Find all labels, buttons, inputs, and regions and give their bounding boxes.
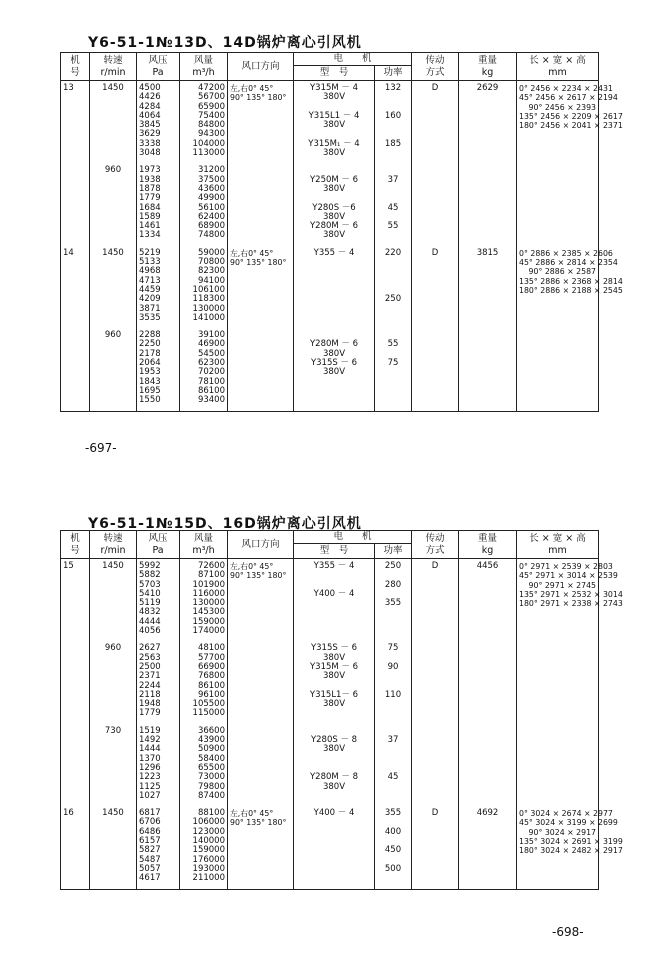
table2-title: Y6-51-1№15D、16D锅炉离心引风机 (88, 516, 362, 532)
page-number: -698- (552, 925, 584, 939)
cell-machine-no (61, 163, 90, 245)
cell-motor-power: 37 45 55 (375, 163, 412, 245)
cell-motor-model: Y315M － 4 380V Y315L1 － 4 380V Y315M₁ － 4 380V (294, 81, 375, 164)
cell-motor-power: 55 75 (375, 328, 412, 411)
hdr-motor-model: 型 号 (294, 544, 375, 559)
hdr-motor: 电 机 (294, 531, 412, 544)
cell-outlet (228, 163, 294, 245)
cell-weight: 4456 (459, 559, 517, 642)
cell-outlet: 左,右0° 45° 90° 135° 180° (228, 246, 294, 328)
table-row (61, 163, 599, 245)
hdr-motor: 电 机 (294, 53, 412, 66)
hdr-machine-no: 机 号 (61, 531, 90, 559)
cell-motor-power: 75 90 110 (375, 641, 412, 723)
cell-speed: 1450 (90, 246, 137, 328)
cell-motor-model: Y280M － 6 380V Y315S － 6 380V (294, 328, 375, 411)
cell-drive: D (412, 81, 459, 164)
cell-weight: 2629 (459, 81, 517, 164)
cell-dims: 0° 2971 × 2539 × 2803 45° 2971 × 3014 × 2539 90° 2971 × 2745 135° 2971 × 2532 × 3014 180° 2971 × 2338 × 2743 (517, 559, 599, 642)
hdr-weight: 重量 kg (459, 53, 517, 81)
cell-weight: 4692 (459, 806, 517, 889)
cell-pressure: 5992 5882 5703 5410 5119 4832 4444 4056 (137, 559, 180, 642)
table1-title: Y6-51-1№13D、14D锅炉离心引风机 (88, 35, 362, 51)
cell-machine-no: 14 (61, 246, 90, 328)
cell-dims: 0° 2886 × 2385 × 2606 45° 2886 × 2814 × 2354 90° 2886 × 2587 135° 2886 × 2368 × 2814 180° 2886 × 2188 × 2545 (517, 246, 599, 328)
cell-flow: 39100 46900 54500 62300 70200 78100 86100 93400 (180, 328, 228, 411)
hdr-flow: 风量 m³/h (180, 531, 228, 559)
cell-flow: 72600 87100 101900 116000 130000 145300 159000 174000 (180, 559, 228, 642)
cell-pressure: 1973 1938 1878 1779 1684 1589 1461 1334 (137, 163, 180, 245)
cell-flow: 36600 43900 50900 58400 65500 73000 79800 87400 (180, 724, 228, 806)
cell-speed: 960 (90, 328, 137, 411)
cell-flow: 47200 56700 65900 75400 84800 94300 104000 113000 (180, 81, 228, 164)
hdr-speed: 转速 r/min (90, 53, 137, 81)
hdr-motor-model: 型 号 (294, 66, 375, 81)
cell-dims: 0° 3024 × 2674 × 2977 45° 3024 × 3199 × 2699 90° 3024 × 2917 135° 3024 × 2691 × 3199 180° 3024 × 2482 × 2917 (517, 806, 599, 889)
cell-motor-model: Y280S － 8 380V Y280M － 8 380V (294, 724, 375, 806)
cell-flow: 48100 57700 66900 76800 86100 96100 105500 115000 (180, 641, 228, 723)
cell-motor-power: 250 280 355 (375, 559, 412, 642)
cell-drive (412, 641, 459, 723)
cell-dims: 0° 2456 × 2234 × 2431 45° 2456 × 2617 × 2194 90° 2456 × 2393 135° 2456 × 2209 × 2617 180° 2456 × 2041 × 2371 (517, 81, 599, 164)
cell-motor-power: 37 45 (375, 724, 412, 806)
hdr-pressure: 风压 Pa (137, 531, 180, 559)
cell-flow: 31200 37500 43600 49900 56100 62400 68900 74800 (180, 163, 228, 245)
hdr-dims: 长 × 宽 × 高 mm (517, 531, 599, 559)
hdr-flow: 风量 m³/h (180, 53, 228, 81)
cell-pressure: 2627 2563 2500 2371 2244 2118 1948 1779 (137, 641, 180, 723)
cell-pressure: 2288 2250 2178 2064 1953 1843 1695 1550 (137, 328, 180, 411)
table1-spec-table (60, 52, 623, 412)
cell-drive (412, 328, 459, 411)
cell-weight (459, 724, 517, 806)
cell-speed: 1450 (90, 81, 137, 164)
hdr-drive: 传动 方式 (412, 531, 459, 559)
cell-motor-power: 355 400 450 500 (375, 806, 412, 889)
cell-dims (517, 163, 599, 245)
cell-machine-no (61, 641, 90, 723)
hdr-motor-power: 功率 (375, 544, 412, 559)
cell-weight (459, 328, 517, 411)
cell-motor-power: 132 160 185 (375, 81, 412, 164)
cell-pressure: 4500 4426 4284 4064 3845 3629 3338 3048 (137, 81, 180, 164)
table-row (61, 641, 599, 723)
cell-motor-model: Y250M － 6 380V Y280S －6 380V Y280M － 6 380V (294, 163, 375, 245)
table-row (61, 559, 599, 642)
cell-outlet: 左,右0° 45° 90° 135° 180° (228, 81, 294, 164)
cell-motor-power: 220 250 (375, 246, 412, 328)
cell-machine-no (61, 328, 90, 411)
cell-dims (517, 724, 599, 806)
cell-pressure: 1519 1492 1444 1370 1296 1223 1125 1027 (137, 724, 180, 806)
cell-outlet: 左,右0° 45° 90° 135° 180° (228, 559, 294, 642)
cell-machine-no: 15 (61, 559, 90, 642)
cell-speed: 730 (90, 724, 137, 806)
cell-outlet (228, 724, 294, 806)
cell-drive (412, 724, 459, 806)
cell-dims (517, 328, 599, 411)
page-number: -697- (85, 441, 117, 455)
cell-machine-no (61, 724, 90, 806)
table-row (61, 328, 599, 411)
table2-spec-table (60, 530, 623, 890)
cell-weight (459, 641, 517, 723)
cell-outlet (228, 641, 294, 723)
cell-drive: D (412, 806, 459, 889)
cell-weight: 3815 (459, 246, 517, 328)
hdr-machine-no: 机 号 (61, 53, 90, 81)
hdr-outlet: 风口方向 (228, 53, 294, 81)
cell-weight (459, 163, 517, 245)
hdr-motor-power: 功率 (375, 66, 412, 81)
table-row (61, 246, 599, 328)
cell-motor-model: Y355 － 4 Y400 － 4 (294, 559, 375, 642)
cell-motor-model: Y400 － 4 (294, 806, 375, 889)
cell-drive: D (412, 559, 459, 642)
cell-motor-model: Y355 － 4 (294, 246, 375, 328)
hdr-drive: 传动 方式 (412, 53, 459, 81)
hdr-pressure: 风压 Pa (137, 53, 180, 81)
hdr-outlet: 风口方向 (228, 531, 294, 559)
cell-drive (412, 163, 459, 245)
cell-motor-model: Y315S － 6 380V Y315M － 6 380V Y315L1－ 6 380V (294, 641, 375, 723)
table-row (61, 724, 599, 806)
cell-speed: 960 (90, 641, 137, 723)
cell-pressure: 5219 5133 4968 4713 4459 4209 3871 3535 (137, 246, 180, 328)
hdr-dims: 长 × 宽 × 高 mm (517, 53, 599, 81)
cell-dims (517, 641, 599, 723)
cell-flow: 88100 106000 123000 140000 159000 176000 193000 211000 (180, 806, 228, 889)
hdr-weight: 重量 kg (459, 531, 517, 559)
cell-speed: 1450 (90, 559, 137, 642)
table-row (61, 806, 599, 889)
cell-speed: 1450 (90, 806, 137, 889)
hdr-speed: 转速 r/min (90, 531, 137, 559)
cell-machine-no: 16 (61, 806, 90, 889)
cell-machine-no: 13 (61, 81, 90, 164)
cell-outlet: 左,右0° 45° 90° 135° 180° (228, 806, 294, 889)
cell-flow: 59000 70800 82300 94100 106100 118300 130000 141000 (180, 246, 228, 328)
table-row (61, 81, 599, 164)
cell-drive: D (412, 246, 459, 328)
cell-pressure: 6817 6706 6486 6157 5827 5487 5057 4617 (137, 806, 180, 889)
cell-outlet (228, 328, 294, 411)
cell-speed: 960 (90, 163, 137, 245)
